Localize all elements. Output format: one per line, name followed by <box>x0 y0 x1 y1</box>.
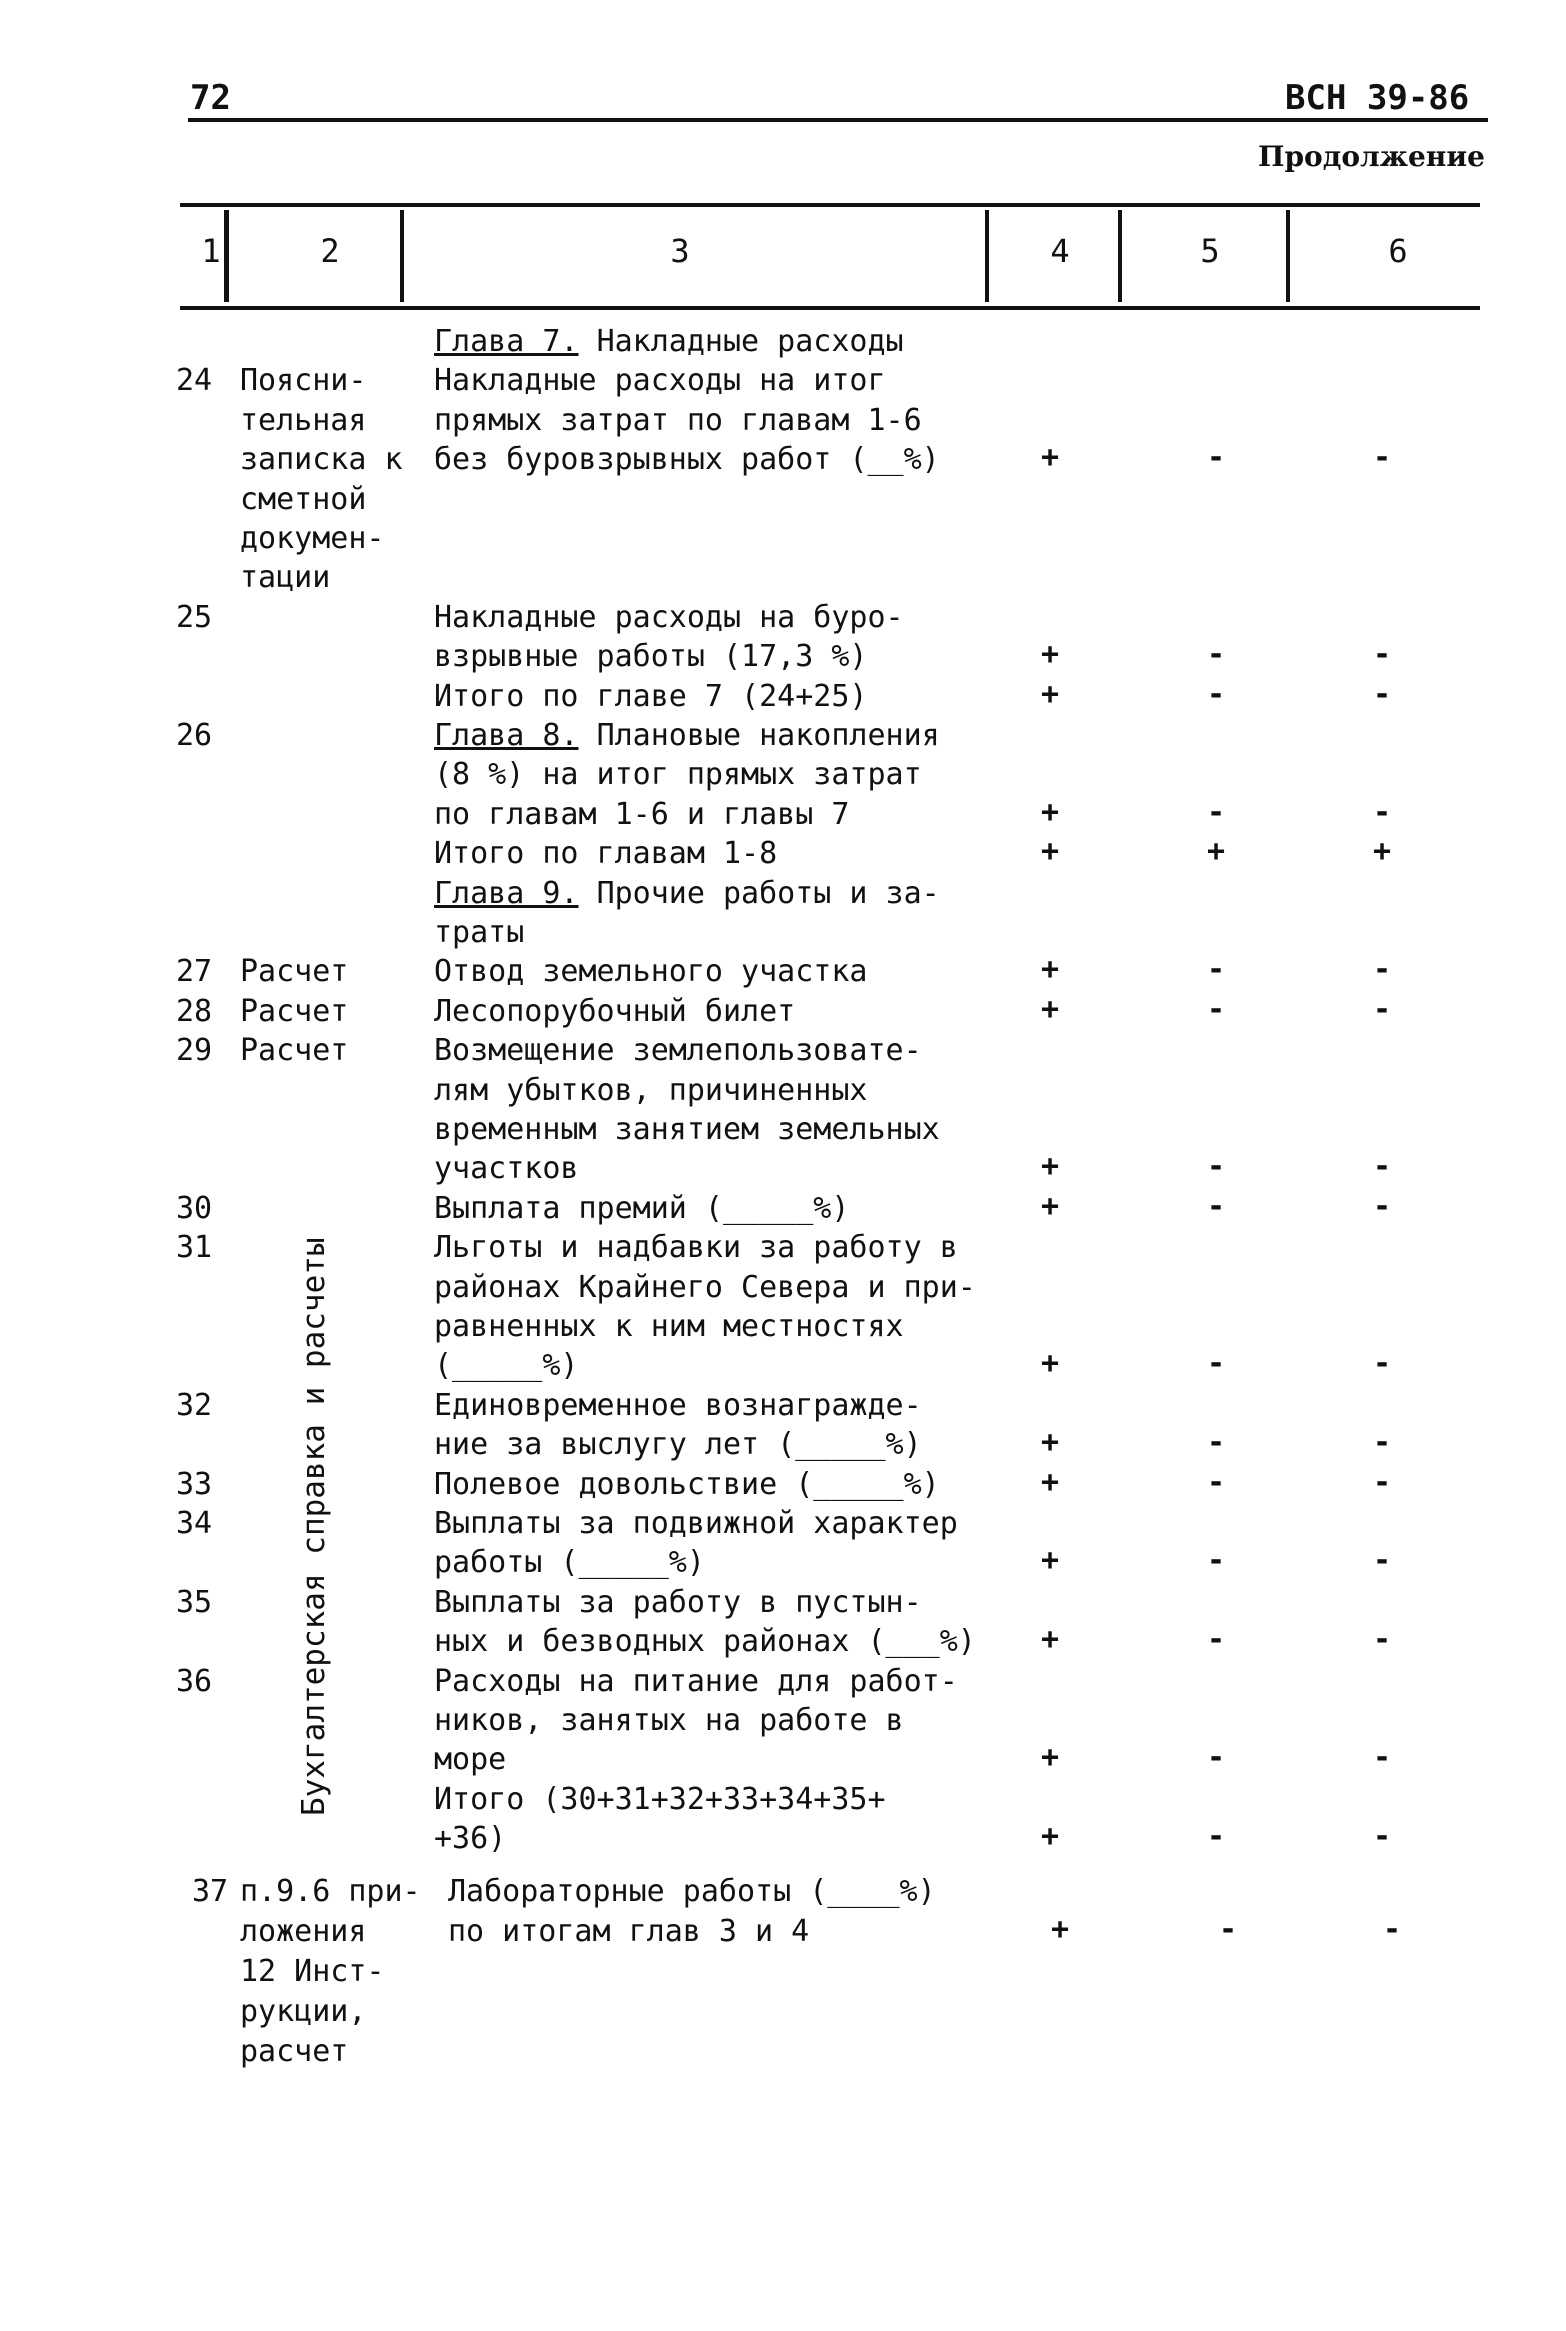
row-col4-mark: + <box>1040 1819 1060 1854</box>
row-number: 33 <box>176 1467 213 1502</box>
row-37-col4: + <box>1050 1912 1070 1947</box>
row-text: без буровзрывных работ (__%) <box>434 442 940 477</box>
row-text: ников, занятых на работе в <box>434 1703 904 1738</box>
row-number: 30 <box>176 1191 213 1226</box>
row-col6-mark: - <box>1372 440 1392 475</box>
row-text: лям убытков, причиненных <box>434 1073 868 1108</box>
row-text: Итого (30+31+32+33+34+35+ <box>434 1782 886 1817</box>
chapter-heading: Глава 7. <box>434 324 579 359</box>
row-text: ние за выслугу лет (_____%) <box>434 1427 922 1462</box>
table-header-bottom-rule <box>180 306 1480 310</box>
header-rule <box>188 118 1488 122</box>
chapter-title: Прочие работы и за- <box>596 876 940 911</box>
row-number: 36 <box>176 1664 213 1699</box>
row-col4-mark: + <box>1040 952 1060 987</box>
row-text: Выплаты за подвижной характер <box>434 1506 958 1541</box>
row-col4-mark: + <box>1040 1465 1060 1500</box>
row-text: +36) <box>434 1821 507 1856</box>
row-basis: тации <box>240 560 331 595</box>
row-text: Расходы на питание для работ- <box>434 1664 958 1699</box>
row-col6-mark: - <box>1372 1740 1392 1775</box>
row-col5-mark: - <box>1206 1622 1226 1657</box>
row-col6-mark: - <box>1372 1346 1392 1381</box>
row-number: 27 <box>176 954 213 989</box>
row-basis: докумен- <box>240 521 385 556</box>
row-col6-mark: - <box>1372 637 1392 672</box>
chapter-heading: Глава 9. <box>434 876 579 911</box>
row-37-basis-4: рукции, <box>240 1994 367 2029</box>
row-col5-mark: - <box>1206 1149 1226 1184</box>
row-col5-mark: - <box>1206 952 1226 987</box>
row-text: ных и безводных районах (___%) <box>434 1624 976 1659</box>
row-col6-mark: - <box>1372 1819 1392 1854</box>
row-basis: Поясни- <box>240 363 367 398</box>
row-number: 28 <box>176 994 213 1029</box>
row-text: Полевое довольствие (_____%) <box>434 1467 940 1502</box>
chapter-title: Накладные расходы <box>596 324 904 359</box>
row-col5-mark: - <box>1206 637 1226 672</box>
row-37-text-1: Лабораторные работы (____%) <box>448 1874 936 1909</box>
row-basis: Расчет <box>240 954 349 989</box>
row-text: равненных к ним местностях <box>434 1309 904 1344</box>
column-number-3: 3 <box>670 232 690 270</box>
row-text: Лесопорубочный билет <box>434 994 796 1029</box>
table-top-rule <box>180 203 1480 207</box>
row-col6-mark: - <box>1372 1189 1392 1224</box>
row-text: (_____%) <box>434 1348 579 1383</box>
column-number-2: 2 <box>320 232 340 270</box>
row-col5-mark: - <box>1206 1425 1226 1460</box>
row-text: по главам 1-6 и главы 7 <box>434 797 850 832</box>
row-col5-mark: - <box>1206 992 1226 1027</box>
row-col4-mark: + <box>1040 1425 1060 1460</box>
row-text: Отвод земельного участка <box>434 954 868 989</box>
row-col4-mark: + <box>1040 1189 1060 1224</box>
row-37-col6: - <box>1382 1912 1402 1947</box>
page-number: 72 <box>190 78 231 118</box>
row-col6-mark: - <box>1372 677 1392 712</box>
row-37-basis-3: 12 Инст- <box>240 1954 385 1989</box>
col-divider-4 <box>1118 210 1122 302</box>
row-col6-mark: - <box>1372 1543 1392 1578</box>
row-col4-mark: + <box>1040 1622 1060 1657</box>
row-col6-mark: - <box>1372 1465 1392 1500</box>
row-number: 25 <box>176 600 213 635</box>
row-37-number: 37 <box>192 1874 229 1909</box>
continuation-label: Продолжение <box>1258 140 1485 173</box>
row-text: Итого по главам 1-8 <box>434 836 778 871</box>
row-37-basis-1: п.9.6 при- <box>240 1874 421 1909</box>
row-col4-mark: + <box>1040 637 1060 672</box>
row-col4-mark: + <box>1040 1543 1060 1578</box>
row-col5-mark: - <box>1206 1543 1226 1578</box>
row-col5-mark: - <box>1206 1189 1226 1224</box>
row-text <box>434 716 940 755</box>
row-col5-mark: - <box>1206 440 1226 475</box>
chapter-title: Плановые накопления <box>596 718 940 753</box>
row-number: 35 <box>176 1585 213 1620</box>
row-col4-mark: + <box>1040 1740 1060 1775</box>
row-text <box>434 874 940 913</box>
row-basis: Расчет <box>240 994 349 1029</box>
row-col5-mark: + <box>1206 834 1226 869</box>
col-divider-2 <box>400 210 404 302</box>
row-col5-mark: - <box>1206 1465 1226 1500</box>
row-col6-mark: - <box>1372 952 1392 987</box>
column-number-6: 6 <box>1388 232 1408 270</box>
row-col4-mark: + <box>1040 795 1060 830</box>
row-text: Итого по главе 7 (24+25) <box>434 679 868 714</box>
row-col4-mark: + <box>1040 1346 1060 1381</box>
row-col6-mark: - <box>1372 992 1392 1027</box>
row-col6-mark: + <box>1372 834 1392 869</box>
document-code: ВСН 39-86 <box>1285 78 1470 118</box>
row-text: Единовременное вознагражде- <box>434 1388 922 1423</box>
row-number: 31 <box>176 1230 213 1265</box>
row-col5-mark: - <box>1206 1819 1226 1854</box>
row-col4-mark: + <box>1040 992 1060 1027</box>
row-text: работы (_____%) <box>434 1545 705 1580</box>
row-basis: тельная <box>240 403 367 438</box>
column-number-5: 5 <box>1200 232 1220 270</box>
row-37-basis-2: ложения <box>240 1914 367 1949</box>
col-divider-5 <box>1286 210 1290 302</box>
row-col6-mark: - <box>1372 795 1392 830</box>
row-text: Накладные расходы на итог <box>434 363 886 398</box>
row-text <box>434 322 904 361</box>
row-number: 32 <box>176 1388 213 1423</box>
row-text: море <box>434 1742 507 1777</box>
col-divider-3 <box>985 210 989 302</box>
row-number: 26 <box>176 718 213 753</box>
row-col5-mark: - <box>1206 795 1226 830</box>
row-text: Возмещение землепользовате- <box>434 1033 922 1068</box>
row-37-basis-5: расчет <box>240 2034 349 2069</box>
row-text: Выплата премий (_____%) <box>434 1191 850 1226</box>
row-37-text-2: по итогам глав 3 и 4 <box>448 1914 810 1949</box>
column-number-1: 1 <box>201 232 221 270</box>
row-number: 29 <box>176 1033 213 1068</box>
row-text: Накладные расходы на буро- <box>434 600 904 635</box>
row-col6-mark: - <box>1372 1149 1392 1184</box>
row-col4-mark: + <box>1040 834 1060 869</box>
row-basis: Расчет <box>240 1033 349 1068</box>
row-col4-mark: + <box>1040 1149 1060 1184</box>
row-text: взрывные работы (17,3 %) <box>434 639 868 674</box>
row-col5-mark: - <box>1206 1346 1226 1381</box>
row-col6-mark: - <box>1372 1622 1392 1657</box>
row-col6-mark: - <box>1372 1425 1392 1460</box>
row-text: Выплаты за работу в пустын- <box>434 1585 922 1620</box>
row-number: 24 <box>176 363 213 398</box>
row-text: прямых затрат по главам 1-6 <box>434 403 922 438</box>
row-37-col5: - <box>1218 1912 1238 1947</box>
row-col5-mark: - <box>1206 677 1226 712</box>
row-text: районах Крайнего Севера и при- <box>434 1270 976 1305</box>
row-col4-mark: + <box>1040 677 1060 712</box>
row-col4-mark: + <box>1040 440 1060 475</box>
row-text: Льготы и надбавки за работу в <box>434 1230 958 1265</box>
column-number-4: 4 <box>1050 232 1070 270</box>
row-text: (8 %) на итог прямых затрат <box>434 757 922 792</box>
vertical-group-label: Бухгалтерская справка и расчеты <box>296 1237 332 1816</box>
row-col5-mark: - <box>1206 1740 1226 1775</box>
row-number: 34 <box>176 1506 213 1541</box>
row-basis: сметной <box>240 482 367 517</box>
row-basis: записка к <box>240 442 403 477</box>
row-text: траты <box>434 915 525 950</box>
row-text: участков <box>434 1151 579 1186</box>
chapter-heading: Глава 8. <box>434 718 579 753</box>
row-text: временным занятием земельных <box>434 1112 940 1147</box>
